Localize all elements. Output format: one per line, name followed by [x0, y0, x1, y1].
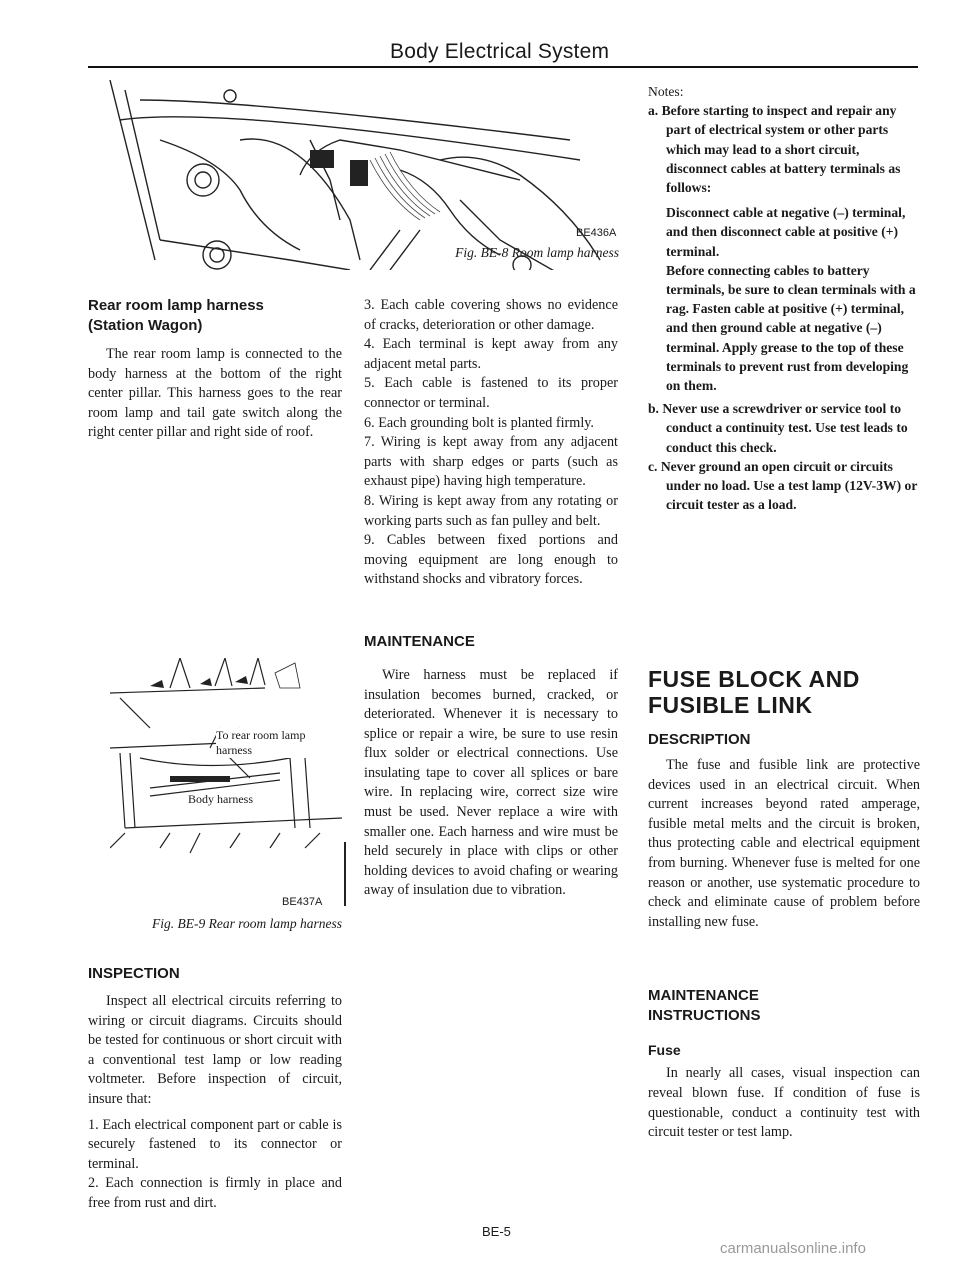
heading-description: DESCRIPTION — [648, 731, 751, 748]
paragraph-maintenance: Wire harness must be replaced if insulation becomes burned, cracked, or deteriorated. Whenever it is necessary to splice or repair a wire, be sure to use resin flux solder or electrical connections. Use insulating tape to cover all splices or bare wire. In replacing wire, correct size wire must be used. Never replace a wire with smaller one. Each harness and wire must be held securely in place with clips or other holding devices to avoid chafing or wearing away of insulation due to vibration. — [364, 666, 618, 899]
heading-fusible-link: FUSIBLE LINK — [648, 692, 813, 718]
figure-9-caption: Fig. BE-9 Rear room lamp harness — [152, 916, 342, 931]
heading-station-wagon: (Station Wagon) — [88, 317, 203, 334]
figure-rear-room-lamp-harness — [110, 658, 342, 858]
figure-8-id: BE436A — [576, 227, 617, 239]
note-c: c. Never ground an open circuit or circuits under no load. Use a test lamp (12V-3W) or circuit tester as a load. — [648, 458, 918, 513]
rear-room-lamp-harness-drawing — [110, 658, 342, 858]
note-b: b. Never use a screwdriver or service tool to conduct a continuity test. Use test leads to conduct this check. — [648, 401, 908, 455]
paragraph-fuse: In nearly all cases, visual inspection can reveal blown fuse. If condition of fuse is questionable, conduct a continuity test with circuit tester or test lamp. — [648, 1065, 920, 1141]
figure-room-lamp-harness — [100, 80, 620, 270]
room-lamp-harness-drawing — [100, 80, 620, 270]
right-column-fuse — [648, 666, 920, 1143]
heading-maintenance-instructions-1: MAINTENANCE — [648, 987, 759, 1005]
label-to-rear-room-lamp-harness: To rear room lamp harness — [216, 728, 342, 758]
page-number: BE-5 — [482, 1224, 511, 1239]
heading-rear-room-lamp-harness: Rear room lamp harness — [88, 297, 264, 314]
inspection-item-7: 7. Wiring is kept away from any adjacent parts with sharp edges or parts (such as exhaust pipe) having high temperature. — [364, 434, 618, 490]
left-column — [88, 296, 342, 443]
figure-8-caption: Fig. BE-8 Room lamp harness — [455, 245, 619, 260]
margin-change-bar — [344, 842, 346, 906]
figure-9-id: BE437A — [282, 896, 323, 908]
inspection-item-6: 6. Each grounding bolt is planted firmly. — [364, 414, 594, 431]
heading-inspection: INSPECTION — [88, 965, 180, 982]
inspection-item-1: 1. Each electrical component part or cable is securely fastened to its connector or terminal. — [88, 1116, 342, 1172]
label-body-harness: Body harness — [188, 792, 253, 806]
inspection-item-5: 5. Each cable is fastened to its proper connector or terminal. — [364, 375, 618, 411]
watermark: carmanualsonline.info — [720, 1240, 866, 1257]
inspection-item-2: 2. Each connection is firmly in place and free from rust and dirt. — [88, 1175, 342, 1211]
inspection-item-9: 9. Cables between fixed portions and moving equipment are long enough to withstand shocks and vibratory forces. — [364, 532, 618, 588]
paragraph-description: The fuse and fusible link are protective devices used in an electrical circuit. When current increases beyond rated amperage, fusible metal melts and the circuit is broken, thus protecting cable and electrical equipment from burning. Whenever fuse is melted for one reason or another, use systematic procedure to check and eliminate cause of problem before installing new fuse. — [648, 757, 920, 930]
paragraph-inspection: Inspect all electrical circuits referring to wiring or circuit diagrams. Circuits should be tested for continuous or short circuit with a conventional test lamp or low reading voltmeter. Before inspection of circuit, insure that: — [88, 993, 342, 1107]
heading-maintenance-instructions-2: INSTRUCTIONS — [648, 1007, 761, 1025]
paragraph-rear-room-lamp: The rear room lamp is connected to the body harness at the bottom of the right center pillar. This harness goes to the rear room lamp and tail gate switch along the right center pillar and right side of roof. — [88, 346, 342, 441]
right-column — [648, 82, 920, 514]
heading-maintenance: MAINTENANCE — [364, 632, 475, 650]
note-a-connect: Before connecting cables to battery terminals, be sure to clean terminals with a rag. Fasten cable at positive (+) terminal, and then ground cable at negative (–) terminal. Apply grease to the top of these terminals to prevent rust from developing on them. — [666, 262, 916, 394]
middle-column — [364, 296, 618, 901]
note-a: a. Before starting to inspect and repair any part of electrical system or other parts which may lead to a short circuit, disconnect cables at battery terminals as follows: — [648, 103, 901, 196]
page-header-title: Body Electrical System — [390, 40, 610, 63]
header-rule — [88, 66, 918, 68]
note-a-disconnect: Disconnect cable at negative (–) terminal, and then disconnect cable at positive (+) terminal. — [666, 205, 906, 259]
inspection-item-4: 4. Each terminal is kept away from any adjacent metal parts. — [364, 336, 618, 372]
heading-fuse-block: FUSE BLOCK AND — [648, 666, 860, 692]
heading-fuse: Fuse — [648, 1042, 681, 1059]
inspection-item-3: 3. Each cable covering shows no evidence of cracks, deterioration or other damage. — [364, 297, 618, 333]
notes-title: Notes: — [648, 84, 684, 99]
inspection-item-8: 8. Wiring is kept away from any rotating or working parts such as fan pulley and belt. — [364, 492, 618, 529]
left-column-inspection — [88, 964, 342, 1214]
